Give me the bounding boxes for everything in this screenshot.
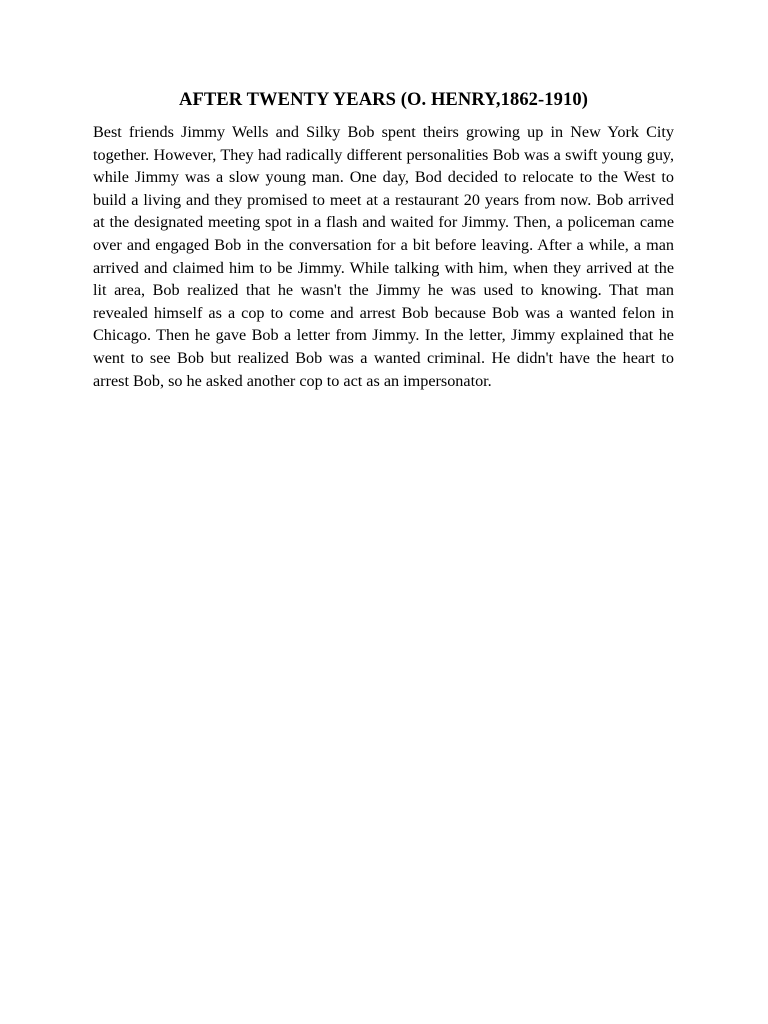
document-title: AFTER TWENTY YEARS (O. HENRY,1862-1910) — [179, 90, 588, 110]
document-paragraph: Best friends Jimmy Wells and Silky Bob spent theirs growing up in New York City together. However, They had radically different personalities Bob was a swift young guy, while Jimmy was a slow young man. One day, Bod decided to relocate to the West to build a living and they promised to meet at a restaurant 20 years from now. Bob arrived at the designated meeting spot in a flash and waited for Jimmy. Then, a policeman came over and engaged Bob in the conversation for a bit before leaving. After a while, a man arrived and claimed him to be Jimmy. While talking with him, when they arrived at the lit area, Bob realized that he wasn't the Jimmy he was used to knowing. That man revealed himself as a cop to come and arrest Bob because Bob was a wanted felon in Chicago. Then he gave Bob a letter from Jimmy. In the letter, Jimmy explained that he went to see Bob but realized Bob was a wanted criminal. He didn't have the heart to arrest Bob, so he asked another cop to act as an impersonator. — [93, 123, 674, 390]
